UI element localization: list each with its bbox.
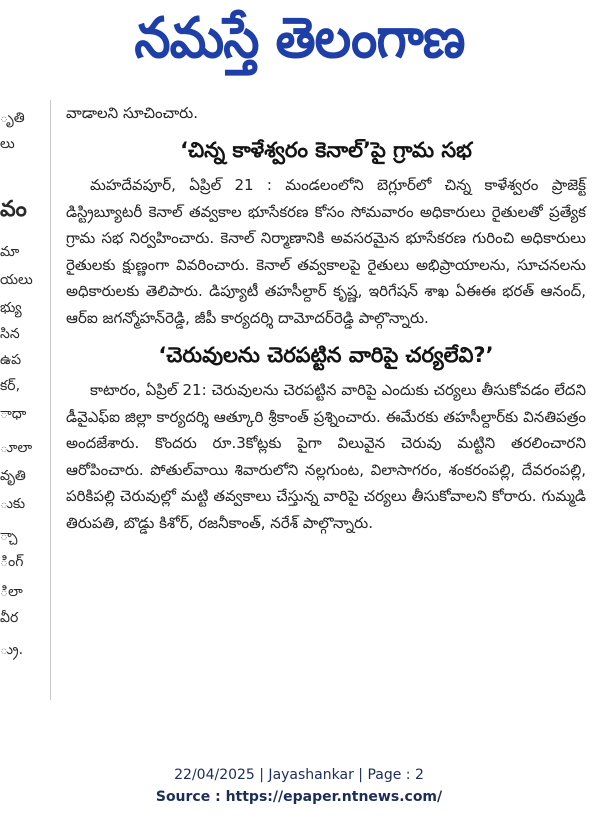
article-headline: ‘చిన్న కాళేశ్వరం కెనాల్’పై గ్రామ సభ bbox=[180, 138, 472, 162]
left-fragment: ూలా bbox=[0, 440, 33, 456]
left-fragment: ింగ్ bbox=[0, 554, 24, 570]
newspaper-logo: నమస్తే తెలంగాణ bbox=[133, 6, 465, 71]
page-footer bbox=[0, 764, 598, 808]
left-fragment: ిలా bbox=[0, 584, 23, 600]
article-body: కాటారం, ఏప్రిల్ 21: చెరువులను చెరపట్టిన వారిపై ఎందుకు చర్యలు తీసుకోవడం లేదని డీవైఎఫ్‌ఐ జిల్లా కార్యదర్శి ఆత్కూరి శ్రీకాంత్ ప్రశ్నించారు. ఈమేరకు తహసీల్దార్‌కు వినతిపత్రం అందజేశారు. కొందరు రూ.3కోట్లకు పైగా విలువైన చెరువు మట్టిని తరలించారని ఆరోపించారు. పోతుల్‌వాయి శివారులోని నల్లగుంట, విలాసాగరం, శంకరంపల్లి, దేవరంపల్లి, పరికిపల్లి చెరువుల్లో మట్టి తవ్వకాలు చేస్తున్న వారిపై చర్యలు తీసుకోవాలని కోరారు. గుమ్మడి తిరుపతి, బొడ్డు కిశోర్, రజనీకాంత్, నరేశ్ పాల్గొన్నారు. bbox=[66, 381, 586, 532]
left-fragment: ఉప bbox=[0, 352, 22, 368]
footer-source: Source : https://epaper.ntnews.com/ bbox=[155, 789, 443, 805]
left-fragment: ృతి bbox=[0, 110, 25, 126]
left-fragment: ్రు. bbox=[0, 642, 24, 658]
left-fragment: యలు bbox=[0, 272, 33, 288]
column-divider bbox=[50, 100, 51, 700]
article-headline: ‘చెరువులను చెరపట్టిన వారిపై చర్యలేవి?’ bbox=[158, 343, 494, 367]
masthead bbox=[0, 0, 598, 78]
left-fragment: కర్, bbox=[0, 378, 21, 394]
footer-date-edition: 22/04/2025 | Jayashankar | Page : 2 bbox=[174, 767, 424, 783]
article-area bbox=[66, 100, 586, 536]
left-fragment: లు bbox=[0, 136, 15, 152]
article-body: మహదేవపూర్, ఏప్రిల్ 21 : మండలంలోని బెగ్లూర్‌లో చిన్న కాళేశ్వరం ప్రాజెక్ట్ డిస్ట్రిబ్యూటరీ కెనాల్ తవ్వకాల భూసేకరణ కోసం సోమవారం అధికారులు రైతులతో ప్రత్యేక గ్రామ సభ నిర్వహించారు. కెనాల్ నిర్మాణానికి అవసరమైన భూసేకరణ గురించి అధికారులు రైతులకు క్షుణ్ణంగా వివరించారు. కెనాల్ తవ్వకాలపై రైతులు అభిప్రాయాలను, సూచనలను అధికారులకు తెలిపారు. డిప్యూటీ తహసీల్దార్ కృష్ణ, ఇరిగేషన్ శాఖ ఏఈఈ భరత్ ఆనంద్, ఆర్‌ఐ జగన్మోహన్‌రెడ్డి, జీపీ కార్యదర్శి దామోదర్‌రెడ్డి పాల్గొన్నారు. bbox=[66, 176, 586, 327]
left-column-clipped bbox=[0, 100, 44, 700]
left-fragment: వృతి bbox=[0, 468, 26, 484]
left-fragment: సిన bbox=[0, 326, 20, 342]
left-fragment: మా bbox=[0, 244, 20, 260]
left-fragment: వం bbox=[0, 197, 27, 222]
left-fragment: ాధా bbox=[0, 406, 27, 422]
previous-article-continuation: వాడాలని సూచించారు. bbox=[66, 104, 198, 122]
article-tanks-encroachment bbox=[66, 339, 586, 536]
left-fragment: ్చా bbox=[0, 528, 18, 544]
left-fragment: ుకు bbox=[0, 496, 26, 512]
left-fragment: వీర bbox=[0, 610, 19, 626]
article-canal-grama-sabha bbox=[66, 134, 586, 331]
left-fragment: భ్యు bbox=[0, 300, 22, 316]
